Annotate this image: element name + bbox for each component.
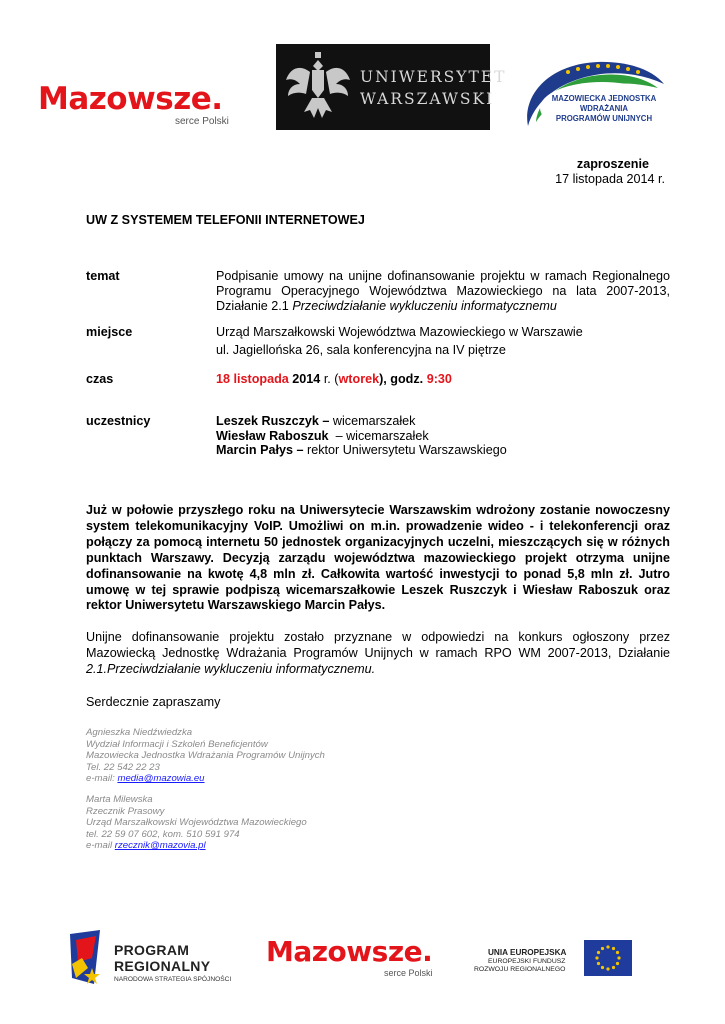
logo-mazowsze (38, 82, 248, 132)
second-paragraph-italic: 2.1.Przeciwdziałanie wykluczeniu informatycznemu. (86, 661, 376, 676)
contact-email-label: e-mail: (86, 773, 118, 785)
czas-mid: ), godz. (379, 372, 427, 386)
contact-phone: Tel. 22 542 22 23 (86, 761, 160, 773)
participant-role: – wicemarszałek (328, 428, 429, 443)
footer-mazowsze-word: Mazowsze. (266, 935, 433, 968)
czas-year: 2014 (288, 372, 324, 386)
program-line2: REGIONALNY (114, 958, 211, 974)
logo-eu (474, 938, 634, 984)
contact-line: Rzecznik Prasowy (86, 805, 165, 817)
program-line3: NARODOWA STRATEGIA SPÓJNOŚCI (114, 976, 232, 983)
program-regionalny-flag-icon (66, 928, 106, 986)
logo-mjwpu-text (542, 94, 666, 124)
contact-email-label: e-mail (86, 840, 115, 852)
participant-name: Leszek Ruszczyk – (216, 414, 330, 428)
contact-phone: tel. 22 59 07 602, kom. 510 591 974 (86, 828, 240, 840)
logo-mazowsze-word: Mazowsze. (38, 81, 223, 117)
headline: UW Z SYSTEMEM TELEFONII INTERNETOWEJ (86, 213, 365, 227)
contact-line: Mazowiecka Jednostka Wdrażania Programów Unijnych (86, 750, 325, 762)
logo-mjwpu (518, 56, 668, 134)
contact-name: Marta Milewska (86, 794, 153, 805)
participant-role: rektor Uniwersytetu Warszawskiego (303, 443, 507, 457)
czas-date: 18 listopada (216, 372, 289, 386)
eagle-icon (282, 50, 354, 124)
temat-text: Podpisanie umowy na unijne dofinansowanie projektu w ramach Regionalnego Programu Operacyjnego Województwa Mazowieckiego na lata 2007-2013, Działanie 2.1 (216, 269, 670, 313)
eu-flag-icon (584, 940, 632, 976)
temat-label: temat (86, 269, 120, 283)
participant-row (216, 414, 507, 429)
czas-day: wtorek (338, 372, 380, 386)
temat-value (216, 269, 670, 314)
logo-mjwpu-line3: PROGRAMÓW UNIJNYCH (555, 114, 653, 123)
contact-block (86, 727, 325, 785)
participant-name: Wiesław Raboszuk (216, 428, 329, 443)
eu-line3: ROZWOJU REGIONALNEGO (474, 966, 566, 973)
program-line1: PROGRAM (114, 942, 190, 958)
logo-mjwpu-line2: WDRAŻANIA (579, 104, 629, 113)
eu-line2: EUROPEJSKI FUNDUSZ (488, 958, 566, 965)
eu-line1: UNIA EUROPEJSKA (488, 948, 567, 957)
contact-email-link[interactable]: media@mazowia.eu (117, 773, 205, 785)
logo-mjwpu-line1: MAZOWIECKA JEDNOSTKA (551, 94, 657, 103)
contact-email-row (86, 773, 325, 785)
participants-list (216, 414, 507, 458)
miejsce-line2: ul. Jagiellońska 26, sala konferencyjna na IV piętrze (216, 343, 506, 357)
participant-row (216, 443, 507, 458)
footer-mazowsze-sub: serce Polski (384, 968, 433, 978)
logo-program-regionalny (66, 928, 256, 988)
czas-hour: 9:30 (426, 372, 452, 386)
czas-label: czas (86, 372, 114, 386)
contact-block (86, 794, 307, 852)
second-paragraph-text: Unijne dofinansowanie projektu zostało przyznane w odpowiedzi na konkurs ogłoszony przez Mazowiecką Jednostkę Wdrażania Programów Unijnych w ramach RPO WM 2007-2013, Działanie (86, 630, 670, 660)
participant-name: Marcin Pałys – (216, 443, 304, 457)
contact-name: Agnieszka Niedźwiedzka (86, 727, 193, 738)
footer-logo-mazowsze (266, 936, 456, 984)
logo-uw (276, 44, 507, 130)
contact-line: Urząd Marszałkowski Województwa Mazowieckiego (86, 817, 307, 829)
closing: Serdecznie zapraszamy (86, 695, 221, 709)
participant-row (216, 429, 507, 444)
invite-label: zaproszenie (576, 157, 649, 171)
logo-mazowsze-sub: serce Polski (175, 116, 229, 127)
logo-uw-line1: UNIWERSYTET (360, 68, 507, 86)
miejsce-label: miejsce (86, 325, 133, 339)
miejsce-line1: Urząd Marszałkowski Województwa Mazowieckiego w Warszawie (216, 325, 583, 339)
logo-uw-line2: WARSZAWSKI (360, 90, 495, 108)
czas-value (216, 372, 452, 386)
second-paragraph (86, 630, 670, 678)
uczestnicy-label: uczestnicy (86, 414, 151, 428)
contact-line: Wydział Informacji i Szkoleń Beneficjentów (86, 738, 268, 750)
participant-role: wicemarszałek (329, 414, 416, 428)
contact-email-link[interactable]: rzecznik@mazovia.pl (114, 840, 206, 852)
contact-email-row (86, 840, 307, 852)
temat-italic: Przeciwdziałanie wykluczeniu informatycznemu (292, 299, 557, 313)
czas-r: r. ( (323, 372, 339, 386)
lead-paragraph: Już w połowie przyszłego roku na Uniwersytecie Warszawskim wdrożony zostanie nowoczesny system telekomunikacyjny VoIP. Umożliwi on m.in. prowadzenie wideo - i telekonferencji oraz połączy za pomocą internetu 50 jednostek organizacyjnych uczelni, mieszczących się w różnych punktach Warszawy. Decyzją zarządu województwa mazowieckiego projekt otrzyma unijne dofinansowanie na kwotę 4,8 mln zł. Całkowita wartość inwestycji to ponad 5,8 mln zł. Jutro umowę w tej sprawie podpiszą wicemarszałkowie Leszek Ruszczyk i Wiesław Raboszuk oraz rektor Uniwersytetu Warszawskiego Marcin Pałys. (86, 503, 670, 613)
invite-date: 17 listopada 2014 r. (555, 172, 665, 186)
